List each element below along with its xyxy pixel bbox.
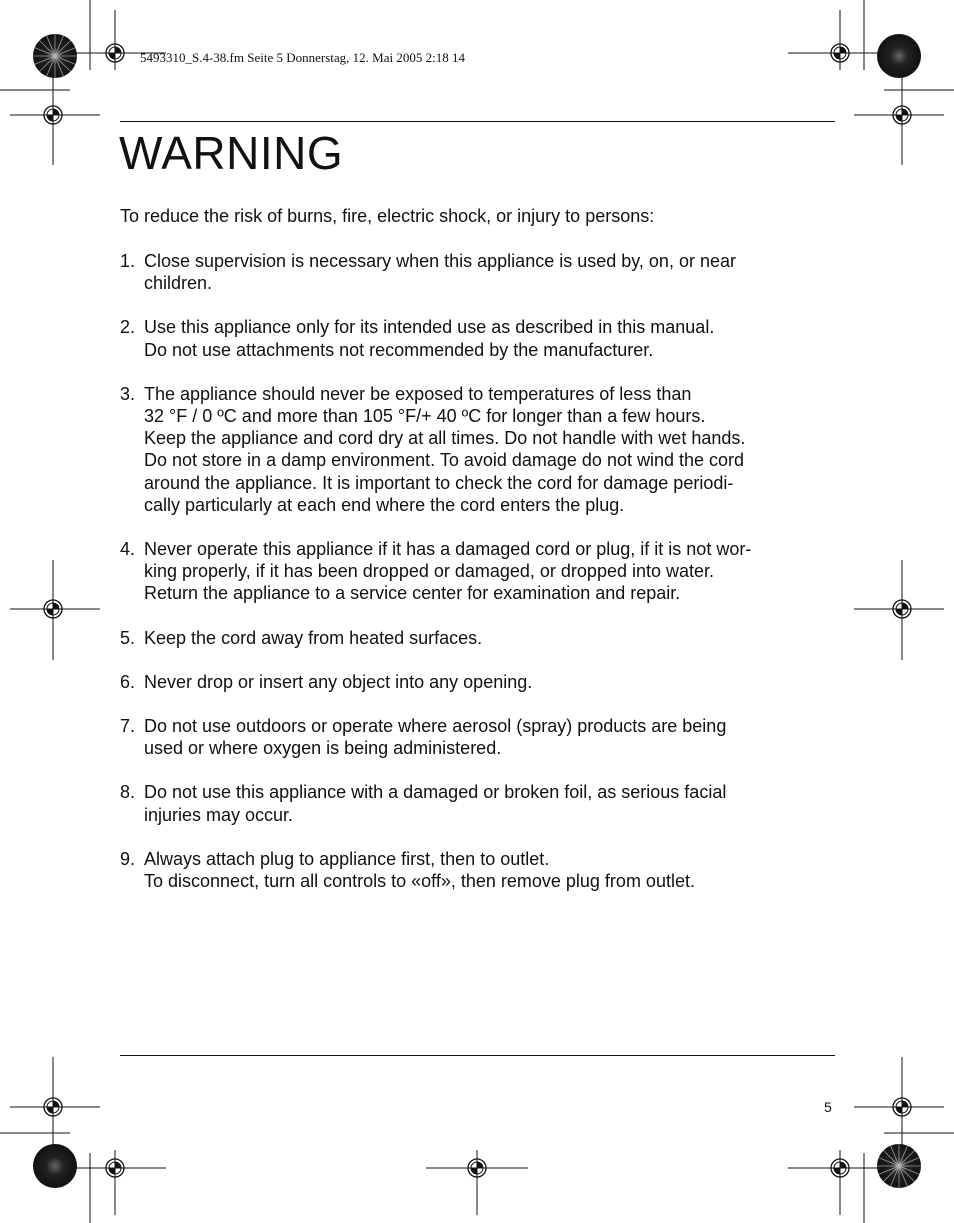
list-item-line: children. [144,273,213,294]
list-item-line: Never drop or insert any object into any opening. [144,671,533,692]
list-item-line: The appliance should never be exposed to temperatures of less than [144,383,692,404]
list-item-number: 2. [120,317,136,338]
list-item [120,781,830,825]
list-item-number: 6. [120,671,136,692]
list-item-line: Do not use this appliance with a damaged or broken foil, as serious facial [144,782,727,803]
list-item-line: Do not use attachments not recommended by the manufacturer. [144,339,654,360]
list-item [120,848,830,892]
file-slug: 5493310_S.4-38.fm Seite 5 Donnerstag, 12. Mai 2005 2:18 14 [140,50,465,65]
list-item-line: Use this appliance only for its intended use as described in this manual. [144,317,715,338]
star-target-top-left [33,34,77,78]
list-item-text [144,383,830,516]
bottom-rule [120,1055,835,1056]
list-item-line: Never operate this appliance if it has a damaged cord or plug, if it is not wor- [144,539,752,560]
list-item-line: injuries may occur. [144,804,294,825]
list-item-text [144,316,830,360]
list-item-text [144,781,830,825]
list-item [120,383,830,516]
list-item-text [144,848,830,892]
list-item-number: 5. [120,627,136,648]
list-item-text [144,671,830,693]
warning-list [120,250,830,914]
list-item-number: 8. [120,782,136,803]
list-item-text [144,715,830,759]
list-item-number: 9. [120,848,136,869]
list-item-line: king properly, if it has been dropped or damaged, or dropped into water. [144,561,715,582]
top-rule [120,121,835,122]
list-item-number: 7. [120,716,136,737]
list-item [120,538,830,605]
list-item-text [144,538,830,605]
list-item-number: 3. [120,383,136,404]
list-item [120,715,830,759]
list-item-number: 1. [120,251,136,271]
list-item-line: Do not store in a damp environment. To avoid damage do not wind the cord [144,450,745,471]
list-item [120,316,830,360]
list-item-line: 32 °F / 0 ºC and more than 105 °F/+ 40 ºC for longer than a few hours. [144,406,706,427]
list-item-line: Return the appliance to a service center for examination and repair. [144,583,681,604]
list-item [120,671,830,693]
list-item [120,250,830,294]
list-item-line: Keep the appliance and cord dry at all times. Do not handle with wet hands. [144,428,746,449]
intro-text: To reduce the risk of burns, fire, electric shock, or injury to persons: [120,206,655,226]
list-item-text [144,250,830,294]
list-item-line: cally particularly at each end where the cord enters the plug. [144,494,625,515]
list-item-line: Keep the cord away from heated surfaces. [144,627,483,648]
page-title: WARNING [119,127,344,179]
list-item-number: 4. [120,539,136,560]
list-item [120,627,830,649]
list-item-line: around the appliance. It is important to check the cord for damage periodi- [144,472,734,493]
list-item-text [144,627,830,649]
list-item-line: To disconnect, turn all controls to «off», then remove plug from outlet. [144,871,695,892]
page-number: 5 [824,1099,832,1115]
list-item-line: Close supervision is necessary when this appliance is used by, on, or near [144,251,736,271]
list-item-line: Always attach plug to appliance first, then to outlet. [144,848,550,869]
list-item-line: Do not use outdoors or operate where aerosol (spray) products are being [144,716,727,737]
list-item-line: used or where oxygen is being administered. [144,738,502,759]
